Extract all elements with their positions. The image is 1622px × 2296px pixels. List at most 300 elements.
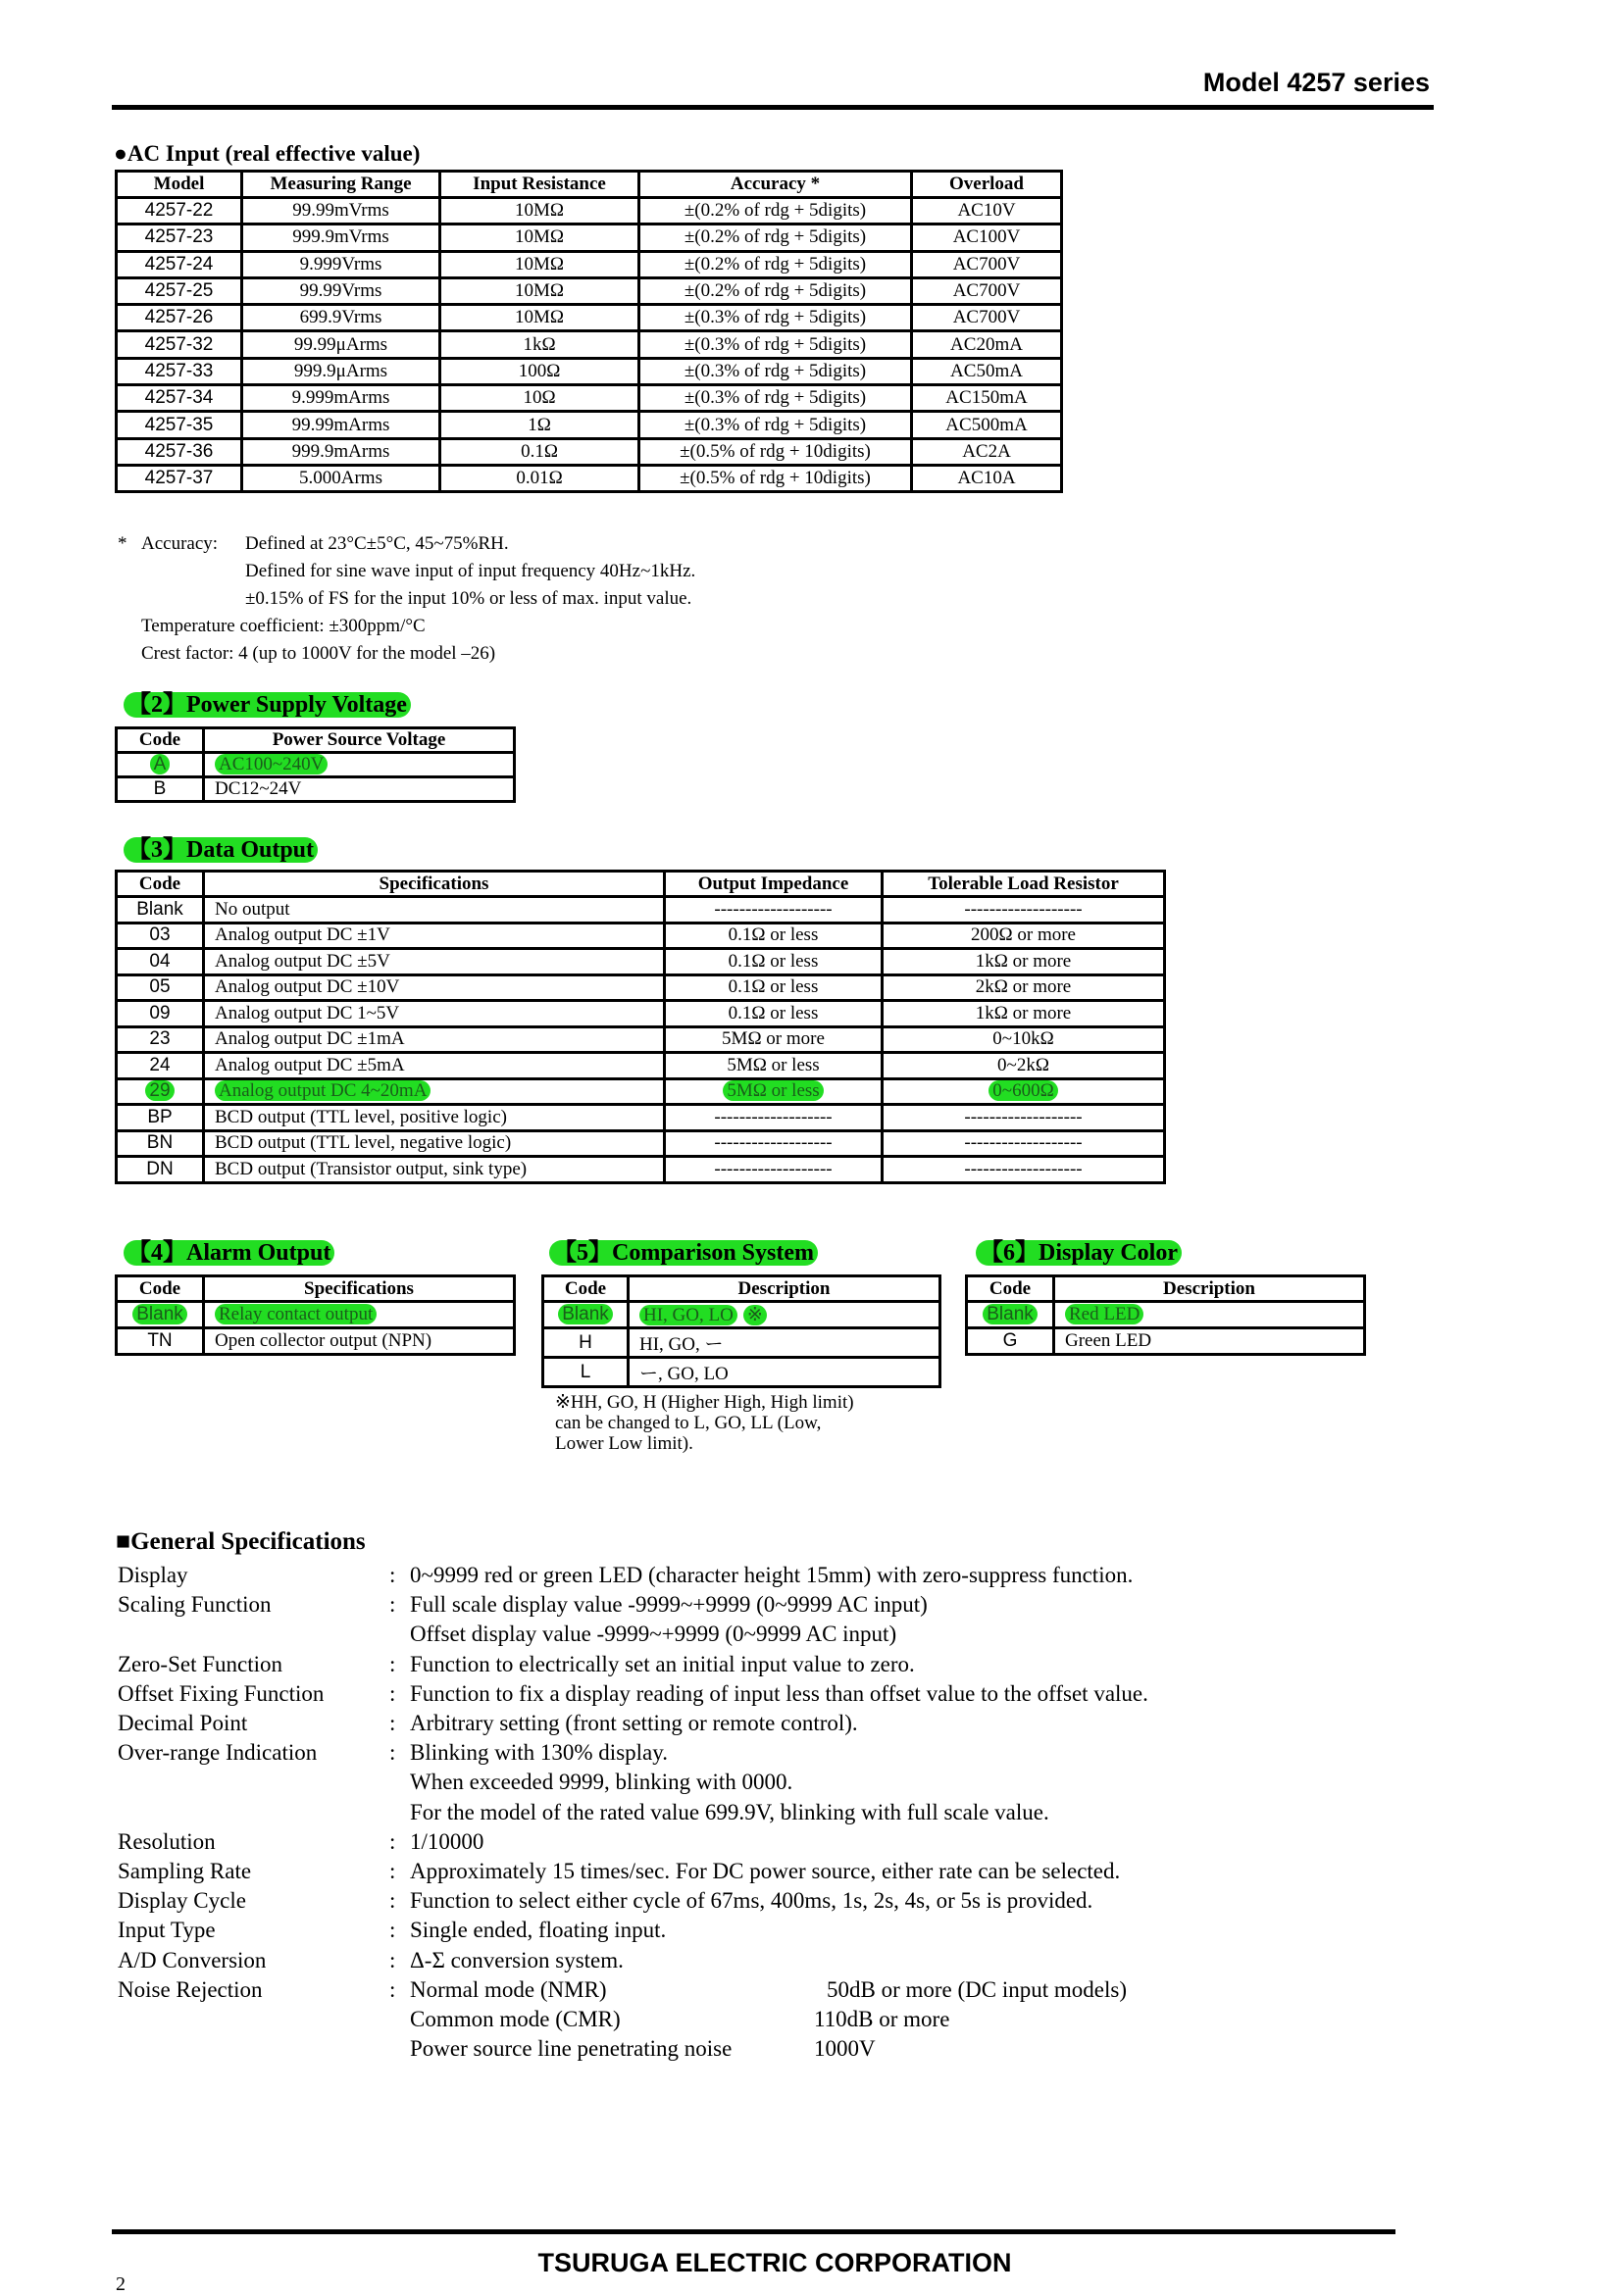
page-number: 2	[116, 2273, 126, 2295]
cell-value	[204, 753, 515, 777]
cell-specification-text: Analog output DC ±5V	[215, 950, 390, 972]
cell-code-text: Blank	[136, 898, 183, 920]
ac-input-row	[117, 385, 1062, 412]
cell-value	[629, 1328, 940, 1358]
ac-input-row	[117, 225, 1062, 251]
cell-overload: AC10V	[912, 198, 1062, 225]
spec-value: Δ-Σ conversion system.	[410, 1947, 624, 1972]
column-header-measuring-range: Measuring Range	[242, 172, 440, 198]
column-header-tolerable-load-resistor: Tolerable Load Resistor	[883, 872, 1165, 897]
column-header-specifications: Specifications	[204, 872, 665, 897]
spec-colon: :	[389, 1888, 396, 1914]
power-supply-row	[117, 753, 515, 777]
cell-input-resistance: 100Ω	[440, 358, 639, 384]
cell-measuring-range: 5.000Arms	[242, 465, 440, 491]
note-crest-factor: Crest factor: 4 (up to 1000V for the model –26)	[141, 643, 496, 664]
column-header-accuracy: Accuracy *	[639, 172, 912, 198]
cell-tolerable-load-text: -------------------	[964, 1132, 1083, 1154]
value-text: Relay contact output	[215, 1304, 377, 1324]
spec-value: Single ended, floating input.	[410, 1918, 667, 1943]
cell-code	[543, 1328, 629, 1358]
code-value: H	[579, 1331, 592, 1353]
spec-value: Approximately 15 times/sec. For DC power source, either rate can be selected.	[410, 1859, 1121, 1883]
comparison-note-line-1: ※HH, GO, H (Higher High, High limit)	[555, 1392, 854, 1413]
cell-overload: AC100V	[912, 225, 1062, 251]
cell-code	[117, 974, 204, 1001]
cell-measuring-range: 9.999mArms	[242, 385, 440, 412]
spec-colon: :	[389, 1651, 396, 1676]
cell-model: 4257-24	[117, 251, 242, 277]
cell-input-resistance: 0.01Ω	[440, 465, 639, 491]
cell-output-impedance-text: -------------------	[714, 1106, 833, 1127]
code-value: Blank	[558, 1304, 613, 1324]
spec-value: 0~9999 red or green LED (character height 15mm) with zero-suppress function.	[410, 1563, 1134, 1587]
cell-measuring-range: 99.99mArms	[242, 412, 440, 438]
cell-value	[629, 1302, 940, 1328]
data-output-row	[117, 1001, 1165, 1027]
column-header-code: Code	[967, 1276, 1054, 1302]
cell-tolerable-load-text: 0~2kΩ	[997, 1054, 1049, 1075]
cell-specification-text: BCD output (TTL level, positive logic)	[215, 1106, 507, 1127]
comparison-system-row	[543, 1302, 940, 1328]
column-header-description: Description	[1054, 1276, 1365, 1302]
page-header-title: Model 4257 series	[1202, 68, 1430, 97]
cell-tolerable-load-text: -------------------	[964, 1106, 1083, 1127]
cell-specification	[204, 949, 665, 975]
spec-label: Decimal Point	[118, 1711, 248, 1735]
cell-tolerable-load-text: 1kΩ or more	[975, 950, 1072, 972]
cell-code	[117, 897, 204, 923]
cell-output-impedance	[665, 1105, 883, 1131]
cell-overload: AC50mA	[912, 358, 1062, 384]
value-text: Red LED	[1065, 1304, 1143, 1324]
ac-input-row	[117, 438, 1062, 465]
data-output-row	[117, 1053, 1165, 1079]
spec-value: Offset display value -9999~+9999 (0~9999 AC input)	[410, 1622, 897, 1647]
alarm-output-table	[115, 1274, 516, 1356]
comparison-note-line-3: Lower Low limit).	[555, 1433, 693, 1454]
cell-model: 4257-34	[117, 385, 242, 412]
code-value: L	[580, 1361, 591, 1382]
column-header-input-resistance: Input Resistance	[440, 172, 639, 198]
cell-value	[1054, 1302, 1365, 1328]
cell-output-impedance	[665, 974, 883, 1001]
cell-tolerable-load-text: 1kΩ or more	[975, 1002, 1072, 1023]
column-header-model: Model	[117, 172, 242, 198]
cell-specification	[204, 1157, 665, 1183]
cell-accuracy: ±(0.3% of rdg + 5digits)	[639, 385, 912, 412]
cell-output-impedance-text: -------------------	[714, 1132, 833, 1154]
value-text: ー, GO, LO	[639, 1364, 729, 1384]
column-header-code: Code	[543, 1276, 629, 1302]
noise-mode-name: Normal mode (NMR)	[410, 1976, 607, 2002]
cell-accuracy: ±(0.2% of rdg + 5digits)	[639, 277, 912, 304]
value-text: AC100~240V	[215, 754, 328, 774]
noise-mode-value: 110dB or more	[814, 2007, 950, 2031]
cell-specification	[204, 1105, 665, 1131]
cell-model: 4257-37	[117, 465, 242, 491]
spec-value: When exceeded 9999, blinking with 0000.	[410, 1770, 793, 1795]
cell-specification-text: Analog output DC ±1V	[215, 924, 390, 946]
note-accuracy-line-2: Defined for sine wave input of input frequency 40Hz~1kHz.	[245, 561, 696, 581]
cell-tolerable-load	[883, 923, 1165, 949]
ac-input-title: ●AC Input (real effective value)	[114, 141, 421, 166]
cell-specification	[204, 1053, 665, 1079]
spec-value: 1/10000	[410, 1828, 484, 1854]
cell-input-resistance: 10MΩ	[440, 251, 639, 277]
cell-code	[117, 1078, 204, 1105]
cell-input-resistance: 1kΩ	[440, 331, 639, 358]
ac-input-row	[117, 277, 1062, 304]
spec-label: A/D Conversion	[118, 1947, 267, 1972]
note-accuracy-line-3: ±0.15% of FS for the input 10% or less of max. input value.	[245, 588, 692, 609]
cell-code	[117, 949, 204, 975]
noise-mode-value: 1000V	[814, 2036, 876, 2062]
cell-output-impedance-text: -------------------	[714, 898, 833, 920]
cell-output-impedance	[665, 923, 883, 949]
code-value: B	[153, 778, 167, 799]
code-value: G	[1002, 1330, 1018, 1351]
cell-model: 4257-22	[117, 198, 242, 225]
spec-label: Zero-Set Function	[118, 1651, 282, 1676]
cell-measuring-range: 699.9Vrms	[242, 305, 440, 331]
display-color-title-text: 【6】Display Color	[976, 1240, 1182, 1266]
cell-output-impedance-text: 0.1Ω or less	[728, 1002, 819, 1023]
data-output-row	[117, 1078, 1165, 1105]
spec-value: Function to electrically set an initial input value to zero.	[410, 1651, 915, 1676]
data-output-row	[117, 1026, 1165, 1053]
comparison-system-title	[549, 1238, 818, 1268]
spec-colon: :	[389, 1740, 396, 1766]
ac-input-row	[117, 331, 1062, 358]
value-text: DC12~24V	[215, 778, 302, 799]
cell-output-impedance	[665, 897, 883, 923]
cell-model: 4257-35	[117, 412, 242, 438]
cell-value	[204, 777, 515, 802]
data-output-row	[117, 923, 1165, 949]
value-text: HI, GO, ー	[639, 1334, 724, 1355]
spec-label: Scaling Function	[118, 1592, 272, 1618]
column-header-description: Description	[629, 1276, 940, 1302]
spec-colon: :	[389, 1592, 396, 1618]
comparison-system-row	[543, 1328, 940, 1358]
cell-output-impedance	[665, 1078, 883, 1105]
display-color-row	[967, 1302, 1365, 1328]
cell-code	[117, 777, 204, 802]
cell-output-impedance	[665, 1053, 883, 1079]
data-output-row	[117, 1105, 1165, 1131]
cell-tolerable-load-text: 0~10kΩ	[992, 1028, 1054, 1050]
spec-colon: :	[389, 1680, 396, 1706]
noise-mode-name: Power source line penetrating noise	[410, 2036, 733, 2062]
cell-model: 4257-26	[117, 305, 242, 331]
cell-code-text: BN	[146, 1132, 174, 1154]
cell-tolerable-load	[883, 897, 1165, 923]
cell-input-resistance: 10MΩ	[440, 225, 639, 251]
cell-code-text: 23	[149, 1028, 171, 1050]
cell-model: 4257-33	[117, 358, 242, 384]
cell-code-text: 09	[149, 1002, 171, 1023]
footer-rule	[112, 2229, 1395, 2234]
data-output-row	[117, 897, 1165, 923]
cell-tolerable-load	[883, 1053, 1165, 1079]
reference-mark: ※	[743, 1305, 767, 1325]
display-color-row	[967, 1328, 1365, 1355]
cell-code	[967, 1328, 1054, 1355]
column-header-code: Code	[117, 1276, 204, 1302]
spec-value: Arbitrary setting (front setting or remote control).	[410, 1711, 858, 1735]
spec-value: Blinking with 130% display.	[410, 1740, 669, 1766]
cell-code-text: 05	[149, 976, 171, 998]
ac-input-row	[117, 465, 1062, 491]
ac-input-row	[117, 412, 1062, 438]
cell-measuring-range: 9.999Vrms	[242, 251, 440, 277]
alarm-output-row	[117, 1302, 515, 1328]
column-header-overload: Overload	[912, 172, 1062, 198]
cell-code-text: 29	[145, 1080, 174, 1101]
spec-label: Over-range Indication	[118, 1740, 318, 1766]
cell-value	[204, 1328, 515, 1355]
cell-input-resistance: 1Ω	[440, 412, 639, 438]
cell-output-impedance	[665, 1157, 883, 1183]
cell-code-text: 04	[149, 950, 171, 972]
cell-output-impedance-text: -------------------	[714, 1158, 833, 1179]
cell-specification-text: BCD output (TTL level, negative logic)	[215, 1132, 512, 1154]
cell-specification	[204, 974, 665, 1001]
comparison-system-table	[541, 1274, 941, 1388]
cell-specification-text: Analog output DC 1~5V	[215, 1002, 400, 1023]
cell-overload: AC700V	[912, 251, 1062, 277]
cell-overload: AC700V	[912, 305, 1062, 331]
cell-code	[117, 753, 204, 777]
cell-code	[117, 1157, 204, 1183]
spec-label: Resolution	[118, 1828, 216, 1854]
column-header-specifications: Specifications	[204, 1276, 515, 1302]
cell-specification	[204, 1026, 665, 1053]
cell-overload: AC10A	[912, 465, 1062, 491]
cell-code	[543, 1358, 629, 1387]
cell-output-impedance-text: 0.1Ω or less	[728, 950, 819, 972]
spec-label: Noise Rejection	[118, 1976, 263, 2002]
cell-tolerable-load	[883, 949, 1165, 975]
cell-input-resistance: 10MΩ	[440, 198, 639, 225]
cell-specification-text: Analog output DC 4~20mA	[215, 1080, 431, 1101]
code-value: Blank	[132, 1304, 187, 1324]
cell-overload: AC20mA	[912, 331, 1062, 358]
cell-value	[629, 1358, 940, 1387]
spec-value: Function to select either cycle of 67ms, 400ms, 1s, 2s, 4s, or 5s is provided.	[410, 1888, 1093, 1914]
data-output-row	[117, 949, 1165, 975]
cell-tolerable-load	[883, 1157, 1165, 1183]
note-asterisk: *	[118, 533, 127, 554]
cell-tolerable-load	[883, 1026, 1165, 1053]
note-accuracy-label: Accuracy:	[141, 533, 219, 554]
cell-specification-text: BCD output (Transistor output, sink type)	[215, 1158, 528, 1179]
cell-tolerable-load	[883, 974, 1165, 1001]
spec-label: Display	[118, 1563, 188, 1587]
value-text: Open collector output (NPN)	[215, 1330, 432, 1351]
value-text: HI, GO, LO	[639, 1305, 737, 1325]
spec-label: Sampling Rate	[118, 1859, 252, 1883]
data-output-title-text: 【3】Data Output	[124, 837, 318, 863]
data-output-row	[117, 974, 1165, 1001]
spec-colon: :	[389, 1859, 396, 1883]
cell-code	[543, 1302, 629, 1328]
cell-model: 4257-25	[117, 277, 242, 304]
cell-output-impedance	[665, 949, 883, 975]
noise-mode-name: Common mode (CMR)	[410, 2007, 621, 2031]
comparison-system-title-text: 【5】Comparison System	[549, 1240, 818, 1266]
note-temperature-coefficient: Temperature coefficient: ±300ppm/°C	[141, 616, 426, 636]
code-value: A	[150, 754, 171, 774]
cell-specification-text: Analog output DC ±10V	[215, 976, 400, 998]
cell-specification	[204, 1078, 665, 1105]
column-header-power-source-voltage: Power Source Voltage	[204, 728, 515, 753]
column-header-output-impedance: Output Impedance	[665, 872, 883, 897]
cell-specification	[204, 1130, 665, 1157]
cell-measuring-range: 99.99μArms	[242, 331, 440, 358]
cell-tolerable-load	[883, 1130, 1165, 1157]
spec-colon: :	[389, 1918, 396, 1943]
cell-specification	[204, 1001, 665, 1027]
cell-output-impedance-text: 5MΩ or less	[723, 1080, 823, 1101]
spec-label: Input Type	[118, 1918, 216, 1943]
cell-code	[117, 1053, 204, 1079]
spec-value: Function to fix a display reading of input less than offset value to the offset value.	[410, 1680, 1148, 1706]
cell-code	[117, 923, 204, 949]
ac-input-header-row	[117, 172, 1062, 198]
value-text: Green LED	[1065, 1330, 1152, 1351]
cell-code-text: 24	[149, 1054, 171, 1075]
cell-accuracy: ±(0.3% of rdg + 5digits)	[639, 412, 912, 438]
cell-output-impedance-text: 0.1Ω or less	[728, 924, 819, 946]
comparison-system-row	[543, 1358, 940, 1387]
power-supply-title-text: 【2】Power Supply Voltage	[124, 692, 411, 718]
spec-colon: :	[389, 1947, 396, 1972]
comparison-note-line-2: can be changed to L, GO, LL (Low,	[555, 1413, 822, 1433]
cell-code	[117, 1328, 204, 1355]
ac-input-row	[117, 251, 1062, 277]
cell-tolerable-load-text: -------------------	[964, 1158, 1083, 1179]
code-value: Blank	[983, 1304, 1038, 1324]
power-supply-title	[124, 690, 411, 720]
spec-colon: :	[389, 1563, 396, 1587]
column-header-code: Code	[117, 728, 204, 753]
spec-colon: :	[389, 1711, 396, 1735]
cell-tolerable-load-text: -------------------	[964, 898, 1083, 920]
display-color-title	[976, 1238, 1182, 1268]
spec-label: Display Cycle	[118, 1888, 246, 1914]
cell-output-impedance	[665, 1001, 883, 1027]
cell-accuracy: ±(0.3% of rdg + 5digits)	[639, 305, 912, 331]
cell-code-text: BP	[147, 1106, 173, 1127]
cell-output-impedance	[665, 1026, 883, 1053]
cell-value	[1054, 1328, 1365, 1355]
data-output-table	[115, 870, 1166, 1184]
note-accuracy-line-1: Defined at 23°C±5°C, 45~75%RH.	[245, 533, 509, 554]
cell-accuracy: ±(0.2% of rdg + 5digits)	[639, 225, 912, 251]
cell-code	[967, 1302, 1054, 1328]
cell-accuracy: ±(0.5% of rdg + 10digits)	[639, 465, 912, 491]
cell-accuracy: ±(0.2% of rdg + 5digits)	[639, 251, 912, 277]
cell-code	[117, 1001, 204, 1027]
ac-input-table	[115, 170, 1063, 493]
display-color-table	[965, 1274, 1366, 1356]
cell-specification	[204, 897, 665, 923]
cell-tolerable-load	[883, 1001, 1165, 1027]
cell-output-impedance-text: 5MΩ or less	[727, 1054, 820, 1075]
cell-measuring-range: 99.99mVrms	[242, 198, 440, 225]
alarm-output-row	[117, 1328, 515, 1355]
cell-output-impedance-text: 0.1Ω or less	[728, 976, 819, 998]
spec-value: Full scale display value -9999~+9999 (0~9999 AC input)	[410, 1592, 928, 1618]
cell-accuracy: ±(0.3% of rdg + 5digits)	[639, 331, 912, 358]
cell-model: 4257-32	[117, 331, 242, 358]
cell-specification-text: No output	[215, 898, 290, 920]
power-supply-row	[117, 777, 515, 802]
cell-accuracy: ±(0.5% of rdg + 10digits)	[639, 438, 912, 465]
cell-input-resistance: 0.1Ω	[440, 438, 639, 465]
cell-output-impedance-text: 5MΩ or more	[722, 1028, 825, 1050]
cell-tolerable-load-text: 0~600Ω	[988, 1080, 1057, 1101]
alarm-output-title-text: 【4】Alarm Output	[124, 1240, 334, 1266]
power-supply-table	[115, 726, 516, 803]
cell-tolerable-load-text: 2kΩ or more	[975, 976, 1072, 998]
cell-tolerable-load	[883, 1078, 1165, 1105]
noise-mode-value: 50dB or more (DC input models)	[827, 1976, 1127, 2002]
ac-input-row	[117, 305, 1062, 331]
ac-input-row	[117, 198, 1062, 225]
cell-overload: AC150mA	[912, 385, 1062, 412]
cell-input-resistance: 10Ω	[440, 385, 639, 412]
data-output-title	[124, 835, 318, 865]
cell-code	[117, 1130, 204, 1157]
cell-measuring-range: 99.99Vrms	[242, 277, 440, 304]
cell-measuring-range: 999.9μArms	[242, 358, 440, 384]
cell-measuring-range: 999.9mVrms	[242, 225, 440, 251]
cell-overload: AC2A	[912, 438, 1062, 465]
cell-specification-text: Analog output DC ±5mA	[215, 1054, 405, 1075]
cell-value	[204, 1302, 515, 1328]
cell-tolerable-load-text: 200Ω or more	[971, 924, 1076, 946]
code-value: TN	[147, 1330, 173, 1351]
cell-specification-text: Analog output DC ±1mA	[215, 1028, 405, 1050]
cell-model: 4257-23	[117, 225, 242, 251]
cell-input-resistance: 10MΩ	[440, 305, 639, 331]
data-output-row	[117, 1130, 1165, 1157]
cell-code	[117, 1105, 204, 1131]
cell-code-text: 03	[149, 924, 171, 946]
column-header-code: Code	[117, 872, 204, 897]
cell-code-text: DN	[146, 1158, 174, 1179]
spec-colon: :	[389, 1976, 396, 2002]
cell-measuring-range: 999.9mArms	[242, 438, 440, 465]
cell-specification	[204, 923, 665, 949]
data-output-row	[117, 1157, 1165, 1183]
cell-code	[117, 1026, 204, 1053]
cell-output-impedance	[665, 1130, 883, 1157]
cell-accuracy: ±(0.2% of rdg + 5digits)	[639, 198, 912, 225]
cell-model: 4257-36	[117, 438, 242, 465]
spec-value: For the model of the rated value 699.9V, blinking with full scale value.	[410, 1799, 1049, 1824]
cell-input-resistance: 10MΩ	[440, 277, 639, 304]
cell-overload: AC500mA	[912, 412, 1062, 438]
cell-accuracy: ±(0.3% of rdg + 5digits)	[639, 358, 912, 384]
alarm-output-title	[124, 1238, 334, 1268]
cell-code	[117, 1302, 204, 1328]
spec-colon: :	[389, 1828, 396, 1854]
general-specifications-title: ■General Specifications	[116, 1528, 366, 1555]
